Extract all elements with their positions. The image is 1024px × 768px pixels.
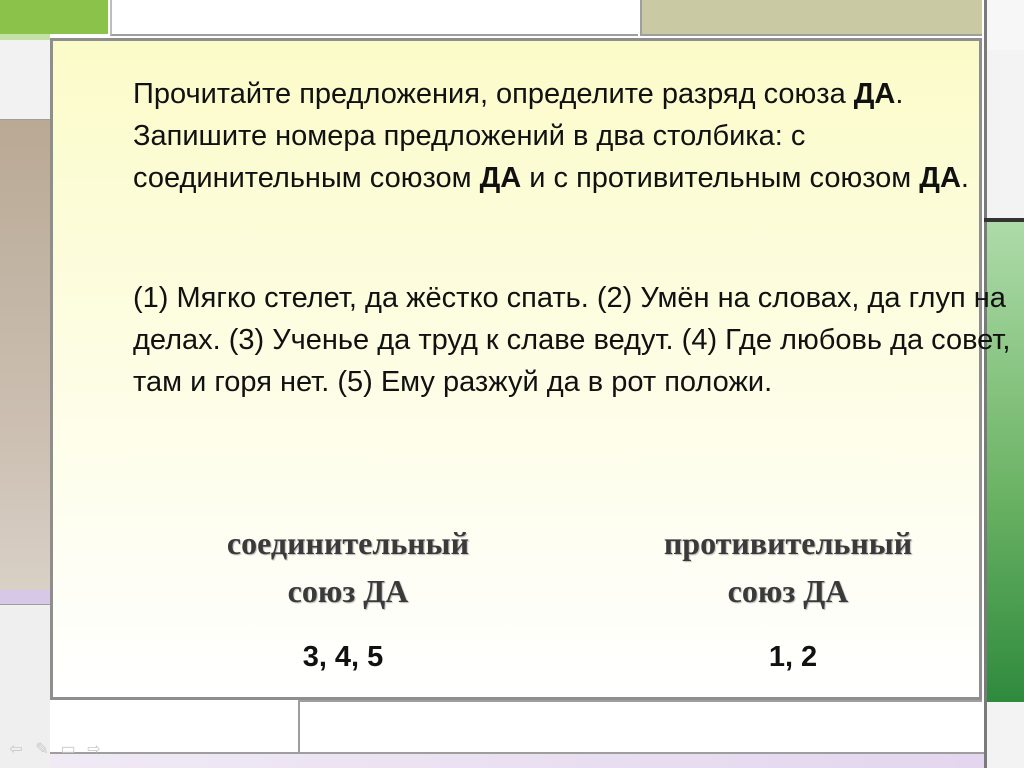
task-text-2: . Запишите номера предложений в два столбика: с соединительным союзом (133, 78, 904, 194)
sentences-text: (1) Мягко стелет, да жёстко спать. (2) Умён на словах, да глуп на делах. (3) Ученье да труд к славе ведут. (4) Где любовь да совет, там и горя нет. (5) Ему разжуй да в рот положи. (133, 282, 1011, 398)
column-heading-adversative (643, 519, 933, 615)
decor-top-right-block (984, 0, 1024, 50)
task-text-3: и с противительным союзом (521, 162, 920, 194)
decor-right-bottom-block (984, 702, 1024, 768)
back-arrow-icon[interactable]: ⇦ (9, 741, 23, 758)
column-heading-line: противительный (663, 525, 913, 561)
slide-panel (50, 38, 1011, 700)
decor-bottom-inner-block (298, 700, 982, 752)
decor-green-block (0, 0, 108, 34)
decor-olive-block (640, 0, 982, 36)
task-text-4: . (960, 162, 969, 194)
task-emphasis-da: ДА (919, 162, 961, 194)
decor-top-white-block (110, 0, 638, 36)
decor-left-lavender-strip (0, 590, 50, 604)
column-heading-line: соединительный (226, 525, 470, 561)
task-emphasis-da: ДА (853, 78, 896, 110)
slideshow-navigation (6, 740, 126, 760)
task-instructions (133, 73, 1013, 199)
pen-icon[interactable]: ✎ (35, 741, 49, 758)
answer-coordinating: 3, 4, 5 (302, 641, 384, 673)
task-emphasis-da: ДА (479, 162, 522, 194)
task-text-1: Прочитайте предложения, определите разряд союза (133, 78, 854, 110)
decor-left-gray-block (0, 40, 50, 120)
column-heading-coordinating (203, 519, 493, 615)
menu-icon[interactable]: ▭ (60, 741, 76, 758)
column-heading-line: союз ДА (727, 573, 849, 609)
decor-left-brown-block (0, 120, 50, 590)
answer-adversative: 1, 2 (768, 641, 818, 673)
decor-bottom-lavender-bar (50, 752, 984, 768)
forward-arrow-icon[interactable]: ⇨ (87, 741, 101, 758)
column-heading-line: союз ДА (287, 573, 409, 609)
